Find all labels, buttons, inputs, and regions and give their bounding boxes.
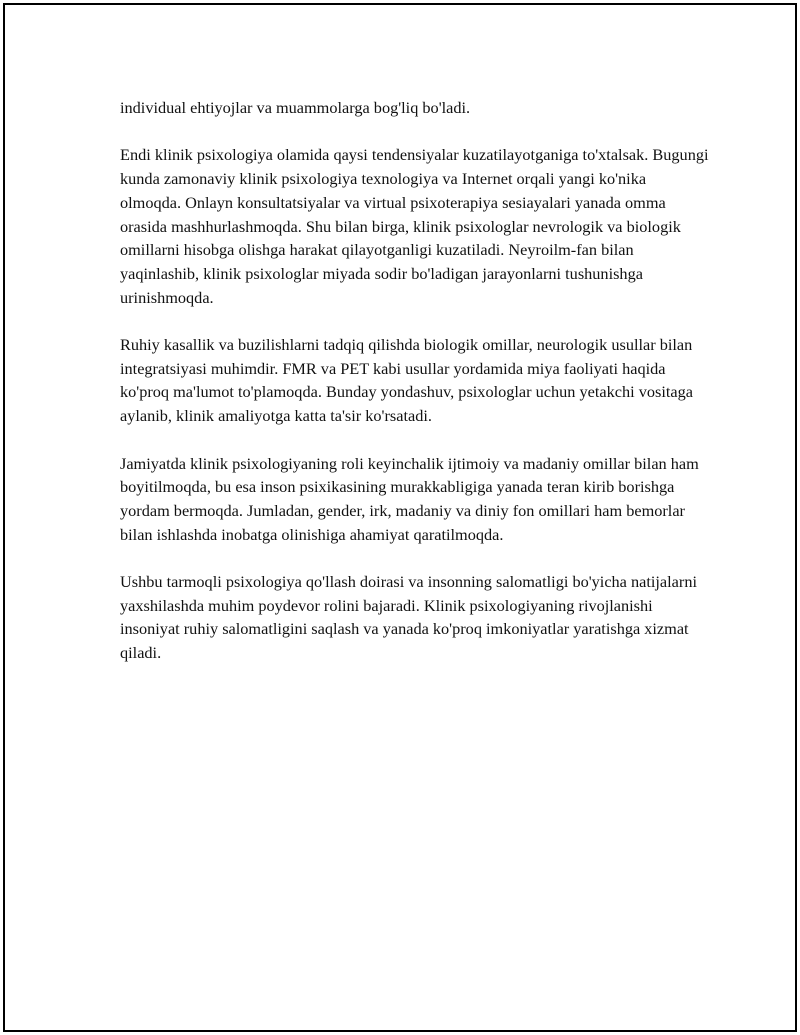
paragraph-5: Ushbu tarmoqli psixologiya qo'llash doirasi va insonning salomatligi bo'yicha natijalarni yaxshilashda muhim poydevor rolini bajaradi. Klinik psixologiyaning rivojlanishi insoniyat ruhiy salomatligini saqlash va yanada ko'proq imkoniyatlar yaratishga xizmat qiladi. bbox=[120, 572, 697, 663]
paragraph-2: Endi klinik psixologiya olamida qaysi tendensiyalar kuzatilayotganiga to'xtalsak. Bugungi kunda zamonaviy klinik psixologiya texnologiya va Internet orqali yangi ko'nika olmoqda. Onlayn konsultatsiyalar va virtual psixoterapiya sesiayalari yanada omma orasida mashhurlashmoqda. Shu bilan birga, klinik psixologlar nevrologik va biologik omillarni hisobga olishga harakat qilayotganligi kuzatiladi. Neyroilm-fan bilan yaqinlashib, klinik psixologlar miyada sodir bo'ladigan jarayonlarni tushunishga urinishmoqda. bbox=[120, 145, 709, 307]
document-page bbox=[3, 3, 797, 1032]
paragraph-3: Ruhiy kasallik va buzilishlarni tadqiq qilishda biologik omillar, neurologik usullar bilan integratsiyasi muhimdir. FMR va PET kabi usullar yordamida miya faoliyati haqida ko'proq ma'lumot to'plamoqda. Bunday yondashuv, psixologlar uchun yetakchi vositaga aylanib, klinik amaliyotga katta ta'sir ko'rsatadi. bbox=[120, 335, 693, 426]
paragraph-4: Jamiyatda klinik psixologiyaning roli keyinchalik ijtimoiy va madaniy omillar bilan ham boyitilmoqda, bu esa inson psixikasining murakkabligiga yanada teran kirib borishga yordam bermoqda. Jumladan, gender, irk, madaniy va diniy fon omillari ham bemorlar bilan ishlashda inobatga olinishiga ahamiyat qaratilmoqda. bbox=[120, 453, 699, 544]
paragraph-1: individual ehtiyojlar va muammolarga bog'liq bo'ladi. bbox=[120, 98, 471, 117]
document-body bbox=[120, 96, 710, 689]
